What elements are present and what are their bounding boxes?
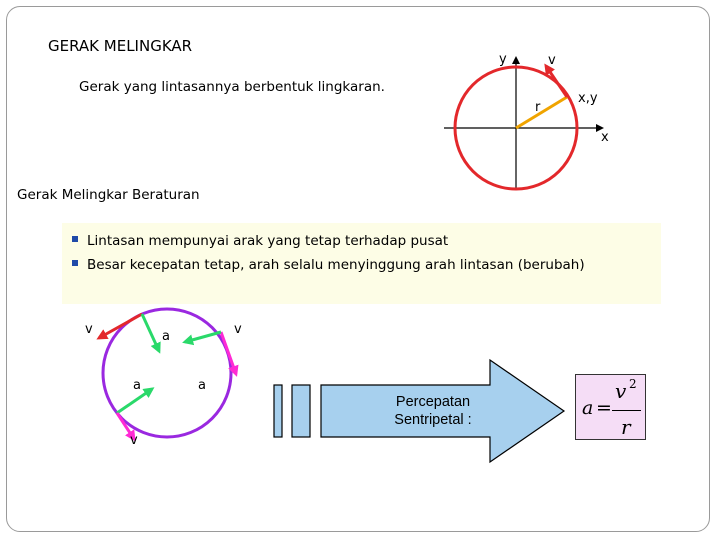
formula-box	[575, 374, 646, 440]
label-a-top: a	[162, 329, 170, 344]
arrow-stripe-1	[274, 385, 282, 437]
label-a-right: a	[198, 378, 206, 393]
velocity-vector-left	[99, 314, 142, 338]
formula-equals: =	[596, 397, 612, 419]
label-y: y	[499, 52, 507, 67]
arrow-label	[358, 393, 508, 429]
radius-line	[516, 97, 567, 128]
accel-vector-top	[142, 314, 159, 351]
formula-fraction-bar	[612, 410, 641, 411]
formula-numerator: v	[615, 379, 627, 403]
slide-title: GERAK MELINGKAR	[48, 37, 193, 55]
bullet-text-1: Lintasan mempunyai arak yang tetap terhadap pusat	[87, 233, 449, 249]
accel-vector-right	[185, 332, 221, 342]
label-v-bottom: v	[130, 433, 138, 448]
arrow-stripe-2	[292, 385, 310, 437]
label-v-right: v	[234, 322, 242, 337]
formula-lhs: a	[582, 397, 594, 419]
formula-denominator: r	[621, 415, 631, 439]
label-v-left: v	[85, 322, 93, 337]
top-circle-diagram	[444, 58, 602, 190]
label-xy: x,y	[578, 91, 598, 106]
bullet-item-2	[72, 257, 585, 273]
formula-exponent: 2	[629, 377, 637, 391]
bullet-text-2: Besar kecepatan tetap, arah selalu menyinggung arah lintasan (berubah)	[87, 257, 585, 273]
bullet-box	[62, 223, 661, 304]
velocity-vector-top	[546, 66, 567, 97]
label-a-left: a	[133, 378, 141, 393]
bullet-item-1	[72, 233, 448, 249]
label-x: x	[601, 130, 609, 145]
label-v-top: v	[548, 53, 556, 68]
velocity-vector-right	[221, 332, 236, 374]
slide-subtitle: Gerak yang lintasannya berbentuk lingkaran.	[79, 79, 385, 95]
label-r: r	[535, 100, 541, 115]
bullet-square-icon	[72, 236, 78, 242]
arrow-label-line1: Percepatan	[395, 394, 471, 410]
section-heading: Gerak Melingkar Beraturan	[17, 187, 200, 203]
arrow-label-line2: Sentripetal :	[394, 412, 472, 428]
bullet-square-icon	[72, 260, 78, 266]
